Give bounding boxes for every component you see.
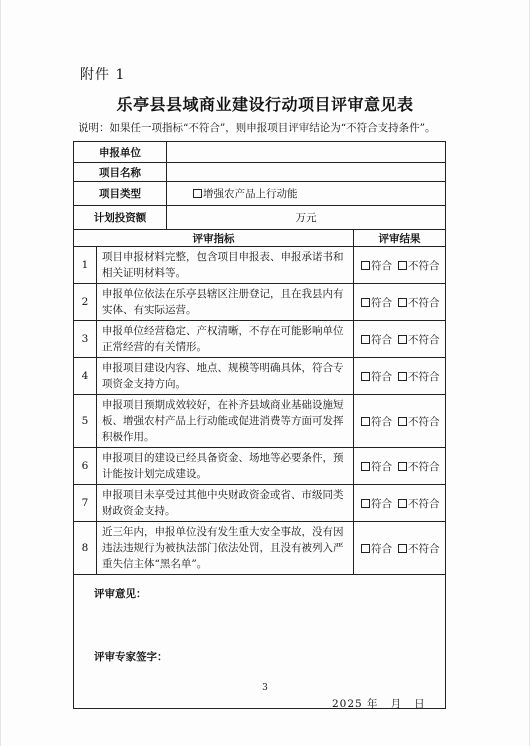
checkbox-icon[interactable] — [361, 544, 370, 553]
applicant-row — [74, 142, 446, 163]
result-no-label: 不符合 — [408, 333, 440, 346]
criteria-text: 申报项目预期成效较好，在补齐县域商业基础设施短板、增强农村产品上行动能或促进消费等方面可发挥积极作用。 — [97, 395, 354, 448]
result-yes-label: 符合 — [371, 259, 392, 272]
criteria-header: 评审指标 — [74, 230, 354, 247]
result-option-no[interactable] — [398, 459, 440, 474]
applicant-field[interactable] — [167, 142, 446, 163]
date-year: 2025 年 — [332, 698, 379, 710]
result-no-label: 不符合 — [408, 542, 440, 555]
result-no-label: 不符合 — [408, 460, 440, 473]
result-option-yes[interactable] — [361, 258, 392, 273]
result-yes-label: 符合 — [371, 542, 392, 555]
project-name-label: 项目名称 — [74, 163, 167, 182]
result-options — [354, 485, 446, 522]
checkbox-icon[interactable] — [398, 462, 407, 471]
criteria-number: 3 — [74, 321, 97, 358]
applicant-label: 申报单位 — [74, 142, 167, 163]
result-option-yes[interactable] — [361, 369, 392, 384]
criteria-row — [74, 358, 446, 395]
criteria-number: 8 — [74, 522, 97, 575]
date-day: 日 — [414, 698, 426, 710]
criteria-body — [74, 247, 446, 575]
attachment-label: 附件 1 — [80, 67, 126, 83]
date-month: 月 — [390, 698, 403, 710]
criteria-text: 申报单位依法在乐亭县辖区注册登记，且在我县内有实体、有实际运营。 — [97, 284, 354, 321]
result-option-yes[interactable] — [361, 496, 392, 511]
criteria-number: 5 — [74, 395, 97, 448]
result-no-label: 不符合 — [408, 370, 440, 383]
checkbox-icon[interactable] — [398, 335, 407, 344]
date-line — [332, 696, 438, 711]
result-option-no[interactable] — [398, 295, 440, 310]
criteria-number: 6 — [74, 448, 97, 485]
result-yes-label: 符合 — [371, 497, 392, 510]
criteria-text: 申报项目建设内容、地点、规模等明确具体，符合专项资金支持方向。 — [97, 358, 354, 395]
result-options — [354, 358, 446, 395]
checkbox-icon[interactable] — [398, 372, 407, 381]
checkbox-icon[interactable] — [398, 499, 407, 508]
result-options — [354, 321, 446, 358]
criteria-header-row — [74, 230, 446, 247]
project-type-option[interactable] — [171, 188, 298, 200]
result-no-label: 不符合 — [408, 415, 440, 428]
result-option-no[interactable] — [398, 541, 440, 556]
result-options — [354, 284, 446, 321]
checkbox-icon[interactable] — [361, 499, 370, 508]
result-header: 评审结果 — [354, 230, 446, 247]
result-option-no[interactable] — [398, 332, 440, 347]
result-yes-label: 符合 — [371, 296, 392, 309]
checkbox-icon[interactable] — [361, 298, 370, 307]
result-option-yes[interactable] — [361, 541, 392, 556]
result-options — [354, 522, 446, 575]
criteria-row — [74, 395, 446, 448]
checkbox-icon[interactable] — [398, 544, 407, 553]
criteria-row — [74, 284, 446, 321]
investment-label: 计划投资额 — [74, 206, 167, 230]
criteria-text: 申报项目的建设已经具备资金、场地等必要条件，预计能按计划完成建设。 — [97, 448, 354, 485]
project-type-row — [74, 182, 446, 206]
result-options — [354, 448, 446, 485]
project-name-row — [74, 163, 446, 182]
project-name-field[interactable] — [167, 163, 446, 182]
result-option-no[interactable] — [398, 369, 440, 384]
checkbox-icon[interactable] — [361, 417, 370, 426]
investment-field[interactable] — [167, 206, 446, 230]
project-type-option-label: 增强农产品上行动能 — [203, 188, 298, 200]
checkbox-icon[interactable] — [361, 462, 370, 471]
checkbox-icon[interactable] — [361, 261, 370, 270]
result-options — [354, 395, 446, 448]
result-yes-label: 符合 — [371, 460, 392, 473]
criteria-row — [74, 448, 446, 485]
result-option-yes[interactable] — [361, 414, 392, 429]
criteria-row — [74, 522, 446, 575]
checkbox-icon[interactable] — [361, 335, 370, 344]
criteria-text: 近三年内，申报单位没有发生重大安全事故，没有因违法违规行为被执法部门依法处罚，且没有被列入严重失信主体“黑名单”。 — [97, 522, 354, 575]
result-option-yes[interactable] — [361, 295, 392, 310]
criteria-row — [74, 321, 446, 358]
result-yes-label: 符合 — [371, 415, 392, 428]
checkbox-icon[interactable] — [398, 417, 407, 426]
instruction-note: 说明：如果任一项指标“不符合”，则申报项目评审结论为“不符合支持条件”。 — [78, 122, 436, 134]
investment-unit: 万元 — [295, 212, 317, 224]
criteria-row — [74, 247, 446, 284]
project-type-label: 项目类型 — [74, 182, 167, 206]
result-options — [354, 247, 446, 284]
result-yes-label: 符合 — [371, 370, 392, 383]
result-yes-label: 符合 — [371, 333, 392, 346]
criteria-number: 7 — [74, 485, 97, 522]
page-title: 乐亭县县域商业建设行动项目评审意见表 — [116, 95, 414, 114]
result-no-label: 不符合 — [408, 296, 440, 309]
result-no-label: 不符合 — [408, 259, 440, 272]
criteria-number: 4 — [74, 358, 97, 395]
criteria-number: 2 — [74, 284, 97, 321]
criteria-row — [74, 485, 446, 522]
page-number: 3 — [262, 683, 268, 693]
opinion-label: 评审意见： — [94, 588, 147, 600]
checkbox-icon[interactable] — [398, 298, 407, 307]
result-option-no[interactable] — [398, 258, 440, 273]
investment-row — [74, 206, 446, 230]
checkbox-icon[interactable] — [398, 261, 407, 270]
criteria-text: 项目申报材料完整，包含项目申报表、申报承诺书和相关证明材料等。 — [97, 247, 354, 284]
review-form-table — [73, 141, 446, 709]
result-option-yes[interactable] — [361, 332, 392, 347]
checkbox-icon[interactable] — [361, 372, 370, 381]
criteria-text: 申报单位经营稳定、产权清晰，不存在可能影响单位正常经营的有关情形。 — [97, 321, 354, 358]
signature-label: 评审专家签字： — [94, 651, 168, 663]
result-option-no[interactable] — [398, 496, 440, 511]
result-option-yes[interactable] — [361, 459, 392, 474]
result-option-no[interactable] — [398, 414, 440, 429]
criteria-number: 1 — [74, 247, 97, 284]
criteria-text: 申报项目未享受过其他中央财政资金或省、市级同类财政资金支持。 — [97, 485, 354, 522]
result-no-label: 不符合 — [408, 497, 440, 510]
project-type-field — [167, 182, 446, 206]
checkbox-icon[interactable] — [193, 189, 202, 198]
